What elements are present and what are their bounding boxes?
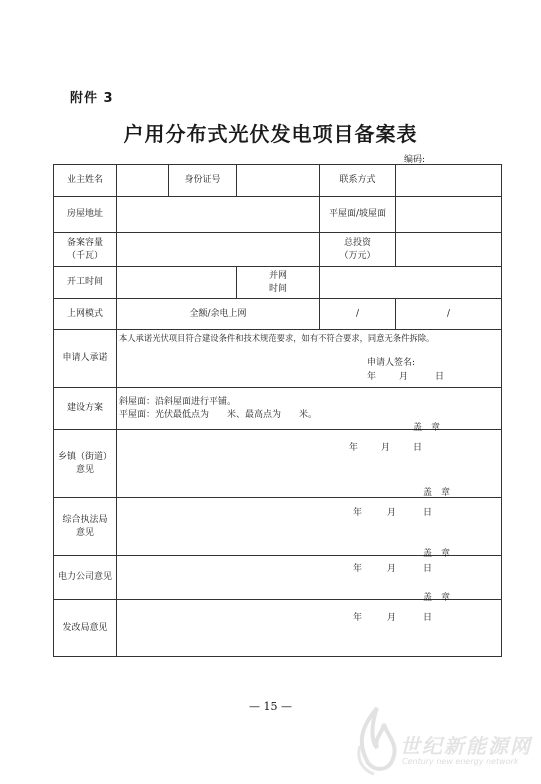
capacity-label-line1: 备案容量 bbox=[66, 237, 103, 248]
capacity-label-line2: （千瓦） bbox=[66, 250, 103, 261]
address-field[interactable] bbox=[117, 197, 320, 233]
code-label: 编码: bbox=[404, 155, 426, 165]
grid-mode-slash-1: / bbox=[320, 299, 396, 330]
owner-name-label: 业主姓名 bbox=[54, 165, 117, 197]
address-label: 房屋地址 bbox=[54, 197, 117, 233]
form-title: 户用分布式光伏发电项目备案表 bbox=[123, 122, 418, 146]
id-number-label: 身份证号 bbox=[169, 165, 237, 197]
grid-mode-label: 上网模式 bbox=[54, 299, 117, 330]
watermark-en: Century new energy network bbox=[402, 757, 519, 766]
investment-label bbox=[320, 233, 396, 267]
grid-time-field[interactable] bbox=[320, 267, 502, 299]
law-opinion-field[interactable] bbox=[117, 488, 502, 556]
ndrc-year: 年 bbox=[353, 613, 363, 623]
commitment-cell bbox=[117, 330, 502, 388]
power-label: 电力公司意见 bbox=[54, 556, 117, 600]
contact-label: 联系方式 bbox=[320, 165, 396, 197]
grid-time-label-line1: 并网 bbox=[268, 270, 287, 281]
construction-line-1: 斜屋面：沿斜屋面进行平铺。 bbox=[119, 396, 237, 407]
applicant-sign-label: 申请人签名: bbox=[367, 358, 416, 368]
registration-form-table bbox=[53, 164, 502, 657]
ndrc-opinion-field[interactable] bbox=[117, 593, 502, 657]
roof-type-field[interactable] bbox=[396, 197, 502, 233]
construction-label: 建设方案 bbox=[54, 388, 117, 430]
row-owner bbox=[54, 165, 502, 197]
page-number: — 15 — bbox=[249, 700, 292, 713]
town-year: 年 bbox=[349, 443, 359, 453]
grid-time-label bbox=[237, 267, 320, 299]
capacity-label bbox=[54, 233, 117, 267]
town-label-line2: 意见 bbox=[75, 464, 94, 475]
power-day: 日 bbox=[423, 564, 433, 574]
grid-mode-slash-2: / bbox=[396, 299, 502, 330]
row-commitment bbox=[54, 330, 502, 388]
grid-time-label-line2: 时间 bbox=[268, 283, 287, 294]
ndrc-seal: 盖 章 bbox=[423, 593, 451, 603]
town-month: 月 bbox=[381, 443, 391, 453]
row-address bbox=[54, 197, 502, 233]
start-time-field[interactable] bbox=[117, 267, 237, 299]
law-year: 年 bbox=[353, 508, 363, 518]
investment-label-line2: （万元） bbox=[339, 250, 376, 261]
power-seal: 盖 章 bbox=[423, 549, 451, 559]
law-month: 月 bbox=[387, 508, 397, 518]
town-label bbox=[54, 430, 117, 498]
start-time-label: 开工时间 bbox=[54, 267, 117, 299]
commitment-year: 年 bbox=[367, 372, 377, 382]
law-label-line2: 意见 bbox=[75, 527, 94, 538]
commitment-text: 本人承诺光伏项目符合建设条件和技术规范要求，如有不符合要求，同意无条件拆除。 bbox=[119, 333, 435, 343]
flame-logo-icon bbox=[352, 706, 402, 776]
grid-mode-value[interactable]: 全额/余电上网 bbox=[117, 299, 320, 330]
row-law bbox=[54, 498, 502, 556]
town-label-line1: 乡镇（街道） bbox=[57, 451, 112, 462]
capacity-field[interactable] bbox=[117, 233, 320, 267]
contact-field[interactable] bbox=[396, 165, 502, 197]
law-seal: 盖 章 bbox=[423, 488, 451, 498]
investment-label-line1: 总投资 bbox=[343, 237, 371, 248]
town-seal: 盖 章 bbox=[413, 423, 441, 433]
row-grid-mode bbox=[54, 299, 502, 330]
ndrc-month: 月 bbox=[387, 613, 397, 623]
power-month: 月 bbox=[387, 564, 397, 574]
law-day: 日 bbox=[423, 508, 433, 518]
construction-line-2: 平屋面：光伏最低点为 米、最高点为 米。 bbox=[119, 409, 318, 420]
ndrc-day: 日 bbox=[423, 613, 433, 623]
row-capacity bbox=[54, 233, 502, 267]
owner-name-field[interactable] bbox=[117, 165, 169, 197]
watermark bbox=[340, 700, 540, 780]
commitment-label: 申请人承诺 bbox=[54, 330, 117, 388]
town-day: 日 bbox=[413, 443, 423, 453]
law-label-line1: 综合执法局 bbox=[62, 514, 108, 525]
commitment-day: 日 bbox=[435, 372, 445, 382]
id-number-field[interactable] bbox=[237, 165, 320, 197]
ndrc-label: 发改局意见 bbox=[54, 600, 117, 657]
watermark-zh: 世纪新能源网 bbox=[400, 734, 532, 758]
attachment-label: 附件 3 bbox=[70, 91, 114, 106]
power-year: 年 bbox=[353, 564, 363, 574]
row-time bbox=[54, 267, 502, 299]
commitment-month: 月 bbox=[399, 372, 409, 382]
investment-field[interactable] bbox=[396, 233, 502, 267]
law-label bbox=[54, 498, 117, 556]
roof-type-label: 平屋面/坡屋面 bbox=[320, 197, 396, 233]
construction-cell bbox=[117, 388, 502, 430]
row-ndrc bbox=[54, 600, 502, 657]
